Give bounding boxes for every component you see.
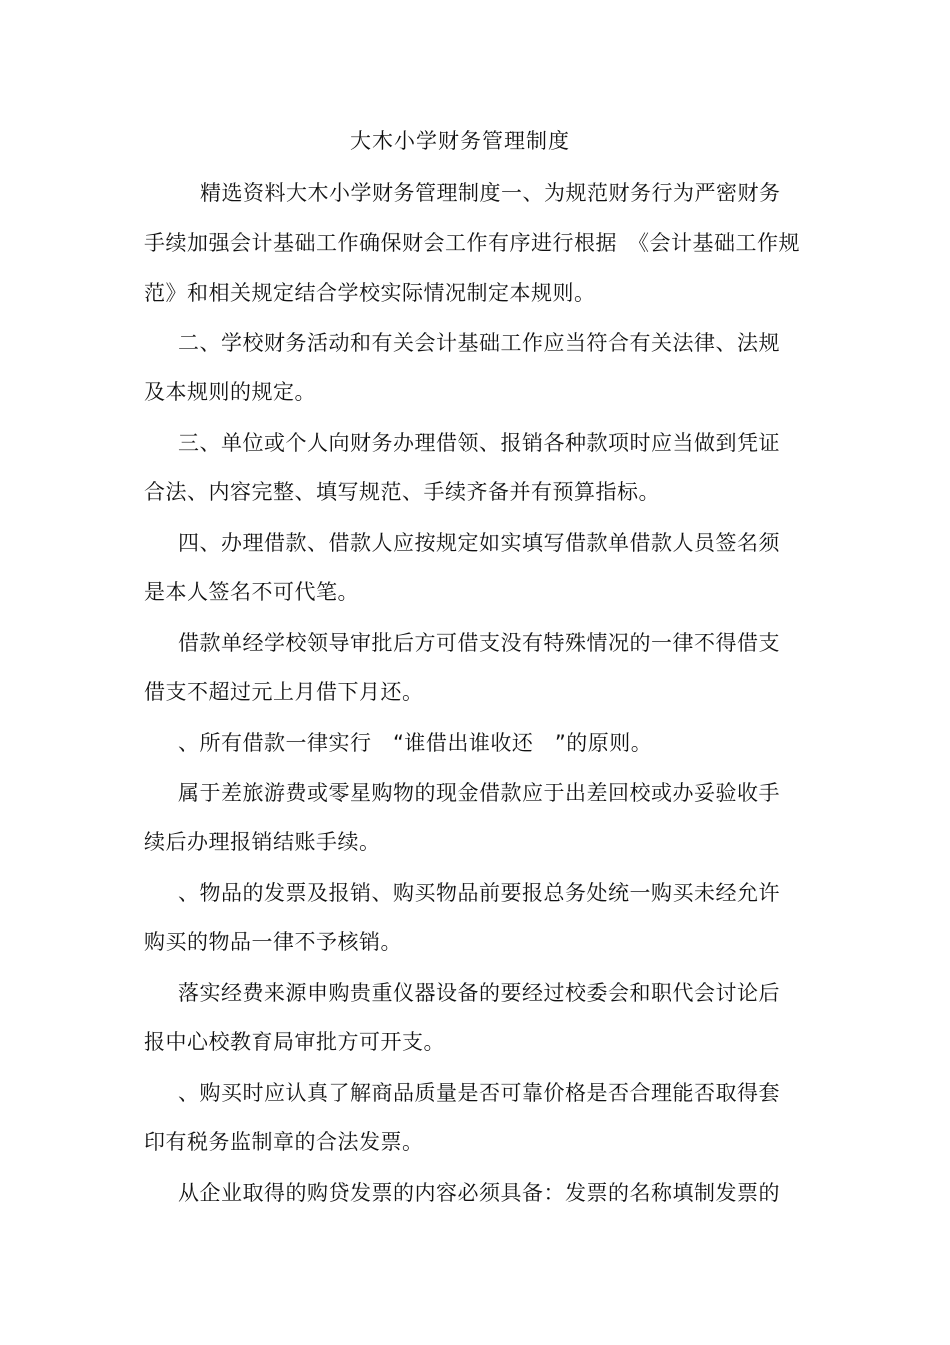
body-line-10: 借款单经学校领导审批后方可借支没有特殊情况的一律不得借支	[178, 631, 780, 655]
body-line-14: 续后办理报销结账手续。	[144, 830, 381, 854]
body-line-7: 合法、内容完整、填写规范、手续齐备并有预算指标。	[144, 480, 660, 504]
body-line-11: 借支不超过元上月借下月还。	[144, 680, 424, 704]
body-line-3: 范》和相关规定结合学校实际情况制定本规则。	[144, 281, 596, 305]
body-line-9: 是本人签名不可代笔。	[144, 580, 359, 604]
body-line-2: 手续加强会计基础工作确保财会工作有序进行根据 《会计基础工作规	[144, 231, 800, 255]
body-line-5: 及本规则的规定。	[144, 380, 316, 404]
body-line-13: 属于差旅游费或零星购物的现金借款应于出差回校或办妥验收手	[178, 781, 780, 805]
body-line-19: 、购买时应认真了解商品质量是否可靠价格是否合理能否取得套	[178, 1081, 780, 1105]
document-title: 大木小学财务管理制度	[350, 129, 570, 153]
body-line-21: 从企业取得的购贷发票的内容必须具备：发票的名称填制发票的	[178, 1181, 780, 1205]
body-line-18: 报中心校教育局审批方可开支。	[144, 1030, 445, 1054]
body-line-17: 落实经费来源申购贵重仪器设备的要经过校委会和职代会讨论后	[178, 981, 780, 1005]
body-line-6: 三、单位或个人向财务办理借领、报销各种款项时应当做到凭证	[178, 431, 780, 455]
body-line-8: 四、办理借款、借款人应按规定如实填写借款单借款人员签名须	[178, 531, 780, 555]
body-line-12: 、所有借款一律实行 “谁借出谁收还 ”的原则。	[178, 731, 653, 755]
body-line-1: 精选资料大木小学财务管理制度一、为规范财务行为严密财务	[200, 181, 781, 205]
body-line-4: 二、学校财务活动和有关会计基础工作应当符合有关法律、法规	[178, 331, 780, 355]
body-line-16: 购买的物品一律不予核销。	[144, 930, 402, 954]
body-line-20: 印有税务监制章的合法发票。	[144, 1130, 424, 1154]
body-line-15: 、物品的发票及报销、购买物品前要报总务处统一购买未经允许	[178, 881, 780, 905]
